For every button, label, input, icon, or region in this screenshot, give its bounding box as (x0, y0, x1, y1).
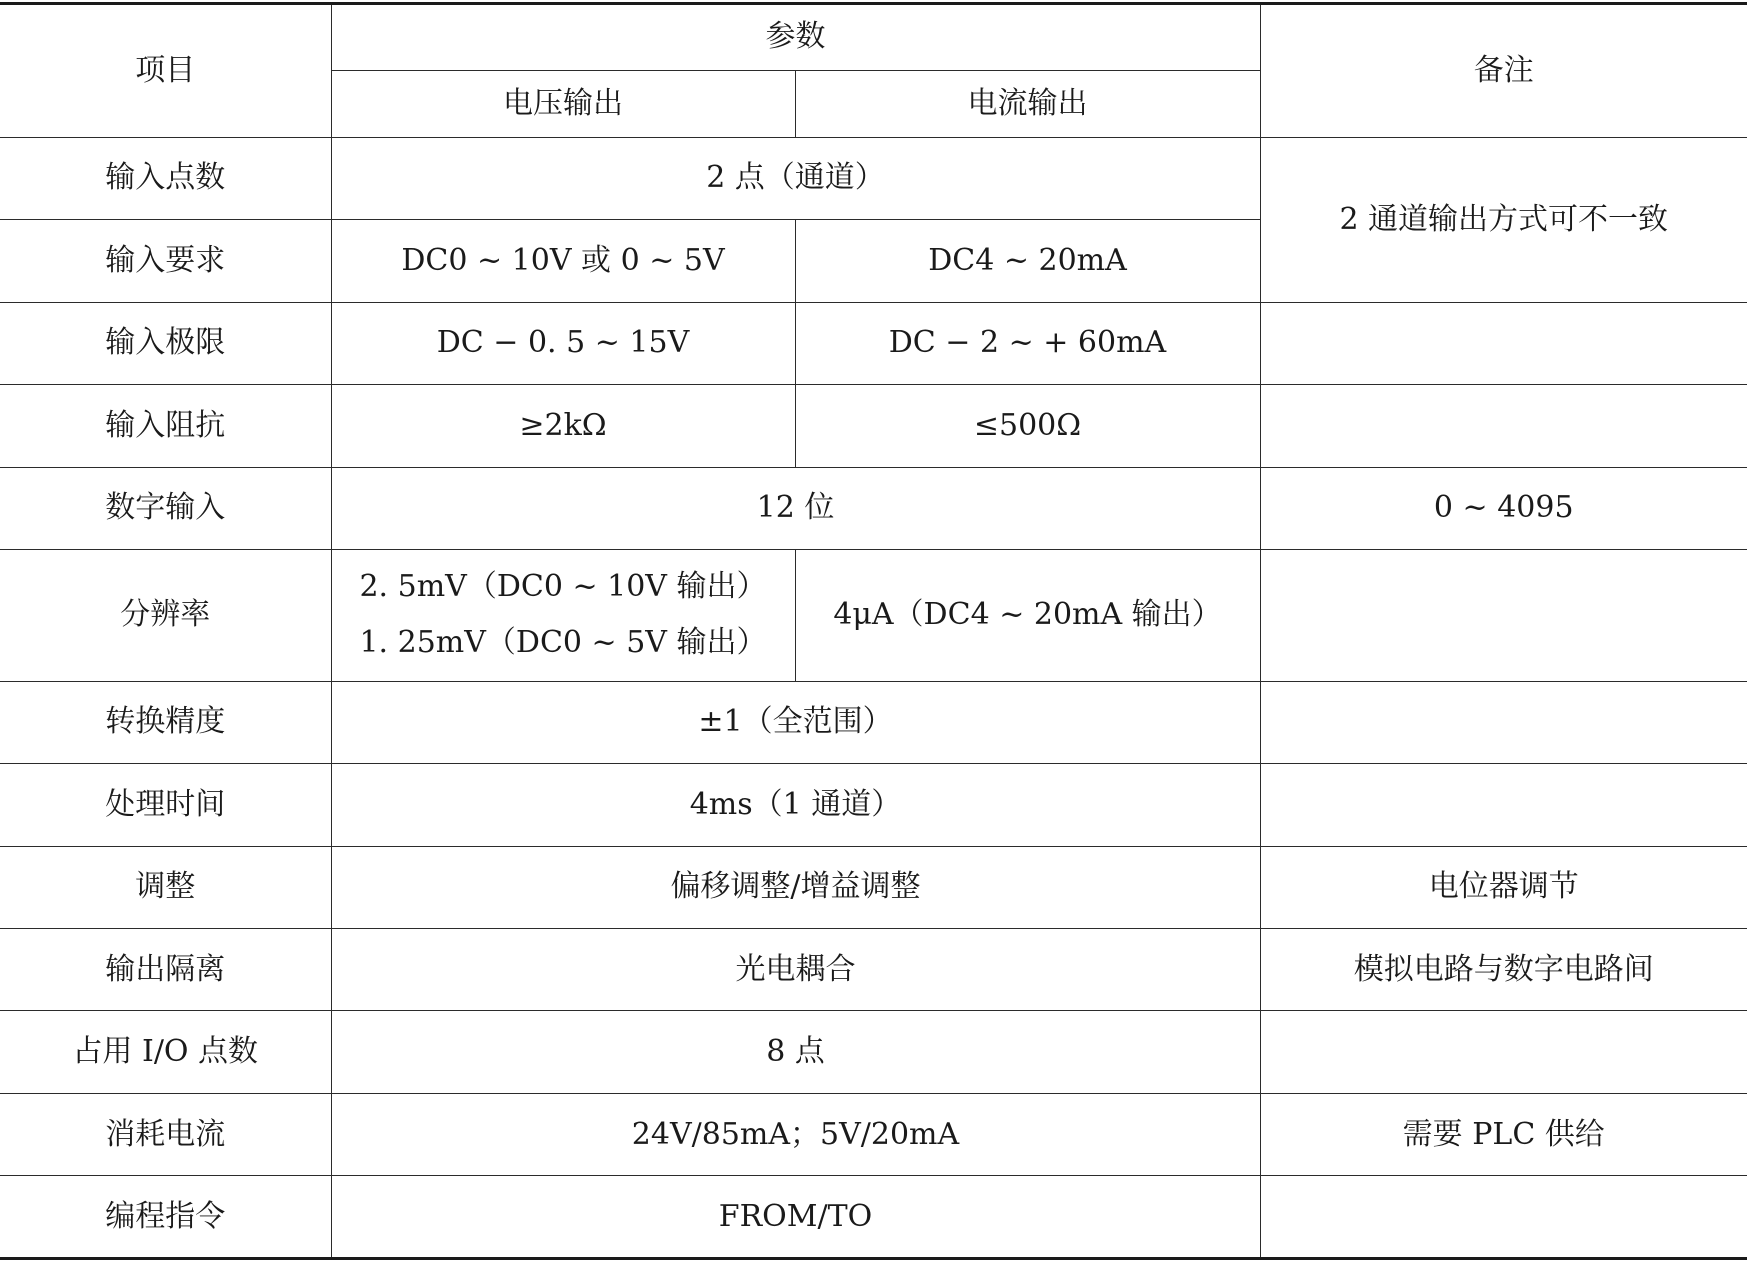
row-current-value: 4μA（DC4 ~ 20mA 输出） (795, 550, 1260, 682)
row-remark (1260, 385, 1747, 467)
table-row (0, 1176, 1747, 1259)
row-value: 4ms（1 通道） (331, 764, 1260, 846)
row-label: 分辨率 (0, 550, 331, 682)
row-voltage-value: ≥2kΩ (331, 385, 795, 467)
table-row (0, 1011, 1747, 1093)
header-voltage-output: 电压输出 (331, 70, 795, 137)
row-value: 偏移调整/增益调整 (331, 846, 1260, 928)
header-item: 项目 (0, 4, 331, 138)
row-remark: 2 通道输出方式可不一致 (1260, 137, 1747, 302)
row-value: 光电耦合 (331, 928, 1260, 1010)
header-current-output: 电流输出 (795, 70, 1260, 137)
table-row (0, 467, 1747, 549)
table-row (0, 928, 1747, 1010)
row-label: 输入点数 (0, 137, 331, 219)
header-row-1 (0, 4, 1747, 71)
table-row (0, 385, 1747, 467)
row-label: 数字输入 (0, 467, 331, 549)
row-value: FROM/TO (331, 1176, 1260, 1259)
row-label: 转换精度 (0, 681, 331, 763)
row-value: ±1（全范围） (331, 681, 1260, 763)
spec-table (0, 2, 1747, 1260)
row-remark (1260, 764, 1747, 846)
row-label: 编程指令 (0, 1176, 331, 1259)
row-label: 占用 I/O 点数 (0, 1011, 331, 1093)
row-remark: 需要 PLC 供给 (1260, 1093, 1747, 1175)
row-remark (1260, 550, 1747, 682)
row-value: 12 位 (331, 467, 1260, 549)
table-row (0, 302, 1747, 384)
resolution-line-2: 1. 25mV（DC0 ~ 5V 输出） (359, 625, 767, 661)
row-label: 处理时间 (0, 764, 331, 846)
row-value: 24V/85mA；5V/20mA (331, 1093, 1260, 1175)
row-label: 输入极限 (0, 302, 331, 384)
row-remark (1260, 1011, 1747, 1093)
resolution-line-1: 2. 5mV（DC0 ~ 10V 输出） (359, 569, 767, 605)
header-params: 参数 (331, 4, 1260, 71)
row-value: 2 点（通道） (331, 137, 1260, 219)
row-remark: 模拟电路与数字电路间 (1260, 928, 1747, 1010)
table-row (0, 550, 1747, 682)
table-row (0, 1093, 1747, 1175)
row-label: 输入阻抗 (0, 385, 331, 467)
row-value: 8 点 (331, 1011, 1260, 1093)
row-remark: 0 ~ 4095 (1260, 467, 1747, 549)
row-label: 输出隔离 (0, 928, 331, 1010)
table-row (0, 681, 1747, 763)
row-voltage-value (331, 550, 795, 682)
row-label: 输入要求 (0, 220, 331, 302)
table-row (0, 846, 1747, 928)
row-voltage-value: DC − 0. 5 ~ 15V (331, 302, 795, 384)
table-row (0, 764, 1747, 846)
row-label: 调整 (0, 846, 331, 928)
table-row (0, 137, 1747, 219)
row-remark (1260, 1176, 1747, 1259)
row-label: 消耗电流 (0, 1093, 331, 1175)
row-remark: 电位器调节 (1260, 846, 1747, 928)
row-remark (1260, 302, 1747, 384)
header-remark: 备注 (1260, 4, 1747, 138)
row-voltage-value: DC0 ~ 10V 或 0 ~ 5V (331, 220, 795, 302)
row-remark (1260, 681, 1747, 763)
row-current-value: ≤500Ω (795, 385, 1260, 467)
row-current-value: DC − 2 ~ + 60mA (795, 302, 1260, 384)
row-current-value: DC4 ~ 20mA (795, 220, 1260, 302)
